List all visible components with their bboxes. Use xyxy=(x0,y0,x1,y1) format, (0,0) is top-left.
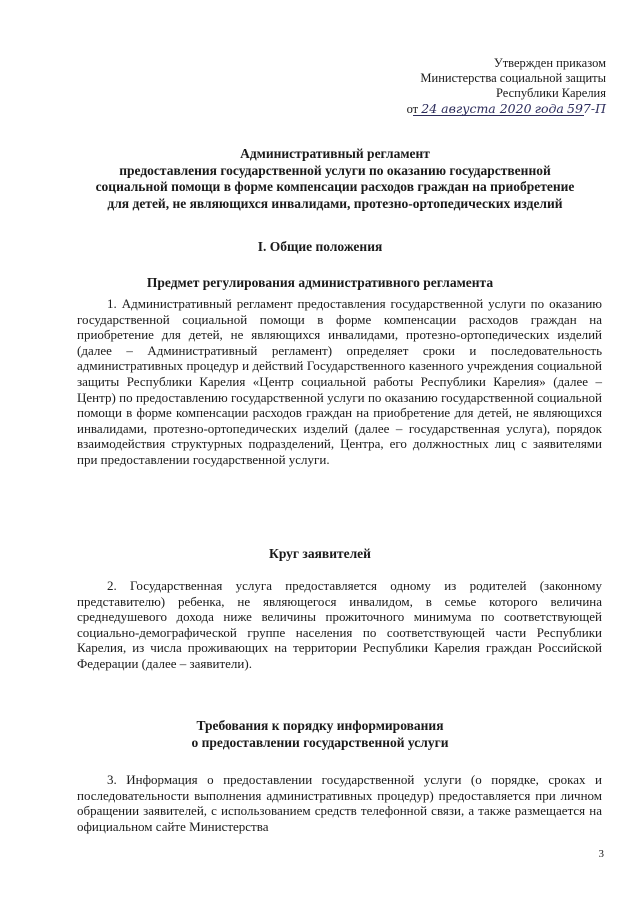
approval-line-2: Министерства социальной защиты xyxy=(420,71,606,85)
approval-order-number: 597-П xyxy=(567,101,606,116)
approval-line-3: Республики Карелия xyxy=(495,86,606,100)
heading-informing xyxy=(40,717,600,751)
title-line-2: предоставления государственной услуги по оказанию государственной xyxy=(119,162,551,178)
paragraph-2: 2. Государственная услуга предоставляется одному из родителей (законному представителю) ребенка, не являющегося инвалидом, в семье которого величина среднедушевого дохода ниже величины прожиточного минимума по соответствующей социально-демографической группе населения по соответствующей части Республики Карелия, из числа проживающих на территории Республики Карелия граждан Российской Федерации (далее – заявители). xyxy=(77,578,602,671)
document-title xyxy=(70,146,600,212)
approval-stamp xyxy=(407,56,606,117)
paragraph-3: 3. Информация о предоставлении государственной услуги (о порядке, сроках и последовательности выполнения административных процедур) предоставляется при личном обращении заявителей, с использованием средств телефонной связи, а также размещается на официальном сайте Министерства xyxy=(77,772,602,834)
approval-date-line xyxy=(407,101,606,117)
paragraph-1: 1. Административный регламент предоставления государственной услуги по оказанию государственной социальной помощи в форме компенсации расходов граждан на приобретение для детей, не являющихся инвалидами, протезно-ортопедических изделий (далее – Административный регламент) определяет сроки и последовательность административных процедур и действий Государственного казенного учреждения социальной защиты Республики Карелия «Центр социальной работы Республики Карелия» (далее – Центр) по предоставлению государственной услуги по оказанию государственной социальной помощи в форме компенсации расходов граждан на приобретение для детей, не являющихся инвалидами, протезно-ортопедических изделий (далее – государственная услуга), порядок взаимодействия структурных подразделений, Центра, его должностных лиц с заявителями при предоставлении государственной услуги. xyxy=(77,296,602,467)
title-line-3: социальной помощи в форме компенсации расходов граждан на приобретение xyxy=(95,179,575,194)
heading-informing-line-2: о предоставлении государственной услуги xyxy=(191,735,449,750)
heading-informing-line-1: Требования к порядку информирования xyxy=(196,718,444,733)
approval-line-1: Утвержден приказом xyxy=(493,56,606,70)
approval-date-prefix: от xyxy=(406,102,419,116)
approval-year-suffix: года xyxy=(534,101,564,116)
approval-handwritten-date: 24 августа 2020 xyxy=(421,101,532,116)
title-line-4: для детей, не являющихся инвалидами, протезно-ортопедических изделий xyxy=(107,195,563,211)
title-line-1: Административный регламент xyxy=(240,146,430,161)
page-number: 3 xyxy=(598,848,604,860)
approval-underline xyxy=(413,115,584,116)
section-heading-general: I. Общие положения xyxy=(257,239,383,254)
heading-applicants: Круг заявителей xyxy=(269,546,371,561)
heading-subject-regulation: Предмет регулирования административного регламента xyxy=(146,275,494,290)
